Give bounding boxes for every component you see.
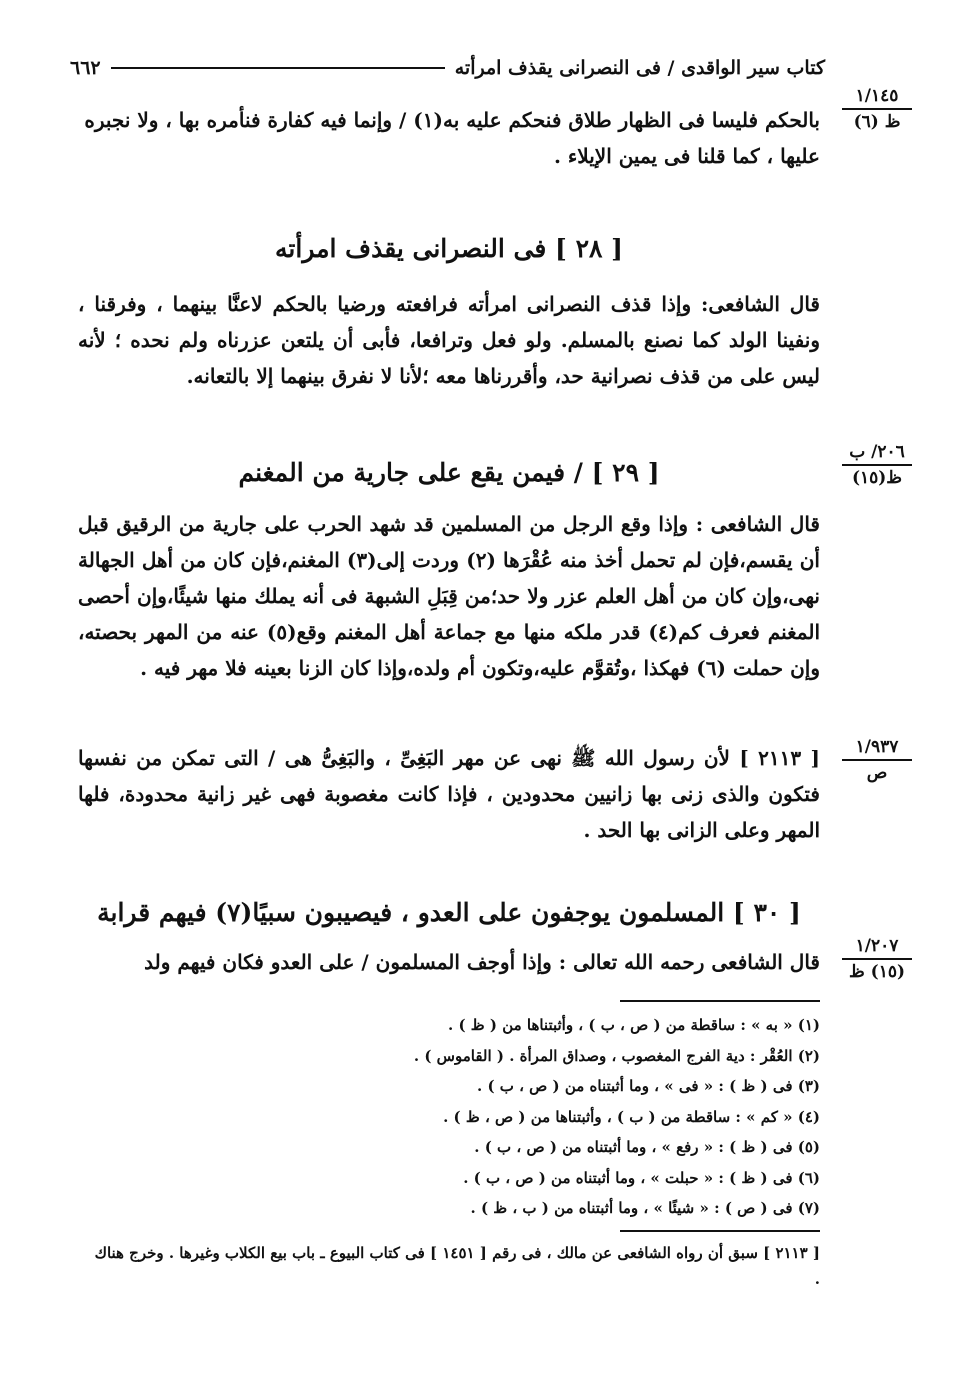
footnote: (٦) فى ( ظ ) : « حبلت » ، وما أثبتناه من ( ص ، ب ) . (463, 1168, 820, 1187)
running-title: كتاب سير الواقدى / فى النصرانى يقذف امرأته (454, 57, 825, 79)
margin-ref: ١/١٤٥ ظ (٦) (842, 86, 912, 132)
footnote: (٤) « كم » : ساقطة من ( ب ) ، وأثبتناها من ( ص ، ظ ) . (443, 1107, 820, 1126)
text-line: بالحكم فليسا فى الظهار طلاق فنحكم عليه به(١) / وإنما فيه كفارة فنأمره بها ، ولا نجبره (84, 108, 820, 132)
footnote: (٧) فى ( ص ) : « شيئًا » ، وما أثبتناه من ( ب ، ظ ) . (470, 1199, 820, 1217)
hadith-text: [ ٢١١٣ ] لأن رسول الله ﷺ نهى عن مهر البَغِىِّ ، والبَغِىُّ هى / التى تمكن من نفسها فتكون والذى زنى بها زانيين محدودين ، فإذا كانت مغصوبة فهى غير زانية محدودة، فلها المهر وعلى الزانى بها الحد . (78, 746, 820, 842)
speaker-label: قال الشافعى (711, 950, 820, 974)
page-number: ٦٦٢ (70, 57, 101, 79)
footnote: (٢) العُقْر : دية الفرج المغصوب ، وصداق المرأة . ( القاموس ) . (413, 1046, 820, 1065)
margin-ref: ٢٠٦/ ب ظ(١٥) (842, 442, 912, 488)
margin-ref: ١/٩٣٧ ص (842, 737, 912, 783)
paragraph-text: وإذا قذف النصرانى امرأته فرافعته ورضيا بالحكم لاعنَّا بينهما ، وفرقنا ، ونفينا الولد كما نصنع بالمسلم. ولو فعل وترافعا، فأبى أن يلتعن عزرناه ولم نحده ؛ لأنه ليس على من قذف نصرانية حد، وأقررناها معه ؛لأنا لا نفرق بينهما إلا بالتعانه. (78, 292, 821, 388)
section-paragraph (78, 944, 820, 980)
paragraph-text: وإذا وقع الرجل من المسلمين قد شهد الحرب على جارية من الرقيق قبل أن يقسم،فإن لم تحمل أخذ منه عُقْرَها (٢) وردت إلى(٣) المغنم،فإن كان من أهل الجهالة نهى،وإن كان من أهل العلم عزر ولا حد؛من قِبَلِ الشبهة فى أنه يملك منها شيئًا،وإن أحصى المغنم فعرف كم(٤) قدر ملكه منها مع جماعة أهل المغنم وقع(٥) عنه من المهر بحصته، وإن حملت (٦) فهكذا ،وتُقوَّم عليه،وتكون أم ولده،وإذا كان الزنا بعينه فلا مهر فيه . (78, 512, 820, 680)
section-paragraph (78, 286, 820, 394)
text-line: عليها ، كما قلنا فى يمين الإيلاء . (553, 144, 820, 168)
section-heading: [ ٢٩ ] / فيمن يقع على جارية من المغنم (238, 458, 660, 487)
footnote-rule (620, 1230, 820, 1232)
speaker-label: قال الشافعى : (695, 512, 820, 536)
footnote: (٥) فى ( ظ ) : « رفع » ، وما أثبتناه من ( ص ، ب ) . (474, 1138, 820, 1156)
footnote-rule (620, 1000, 820, 1002)
running-header (60, 48, 825, 88)
margin-ref: ١/٢٠٧ (١٥) ظ (842, 936, 912, 982)
speaker-label: قال الشافعى: (701, 292, 820, 316)
section-paragraph (78, 506, 820, 686)
section-heading: [ ٢٨ ] فى النصرانى يقذف امرأته (275, 234, 623, 263)
hadith-note: [ ٢١١٣ ] سبق أن رواه الشافعى عن مالك ، فى رقم [ ١٤٥١ ] فى كتاب البيوع ـ باب بيع الكلاب وغيرها . وخرج هناك . (94, 1244, 820, 1288)
section-heading: [ ٣٠ ] المسلمون يوجفون على العدو ، فيصيبون سبيًا(٧) فيهم قرابة (97, 898, 801, 927)
hadith-paragraph (78, 740, 820, 848)
header-rule (111, 67, 445, 69)
paragraph-text: رحمه الله تعالى : وإذا أوجف المسلمون / على العدو فكان فيهم ولد (144, 950, 712, 974)
footnotes (300, 1010, 820, 1224)
intro-paragraph (78, 102, 820, 174)
footnote: (١) « به » : ساقطة من ( ص ، ب ) ، وأثبتناها من ( ظ ) . (448, 1016, 820, 1034)
footnote: (٣) فى ( ظ ) : « فى » ، وما أثبتناه من ( ص ، ب ) . (477, 1077, 820, 1095)
